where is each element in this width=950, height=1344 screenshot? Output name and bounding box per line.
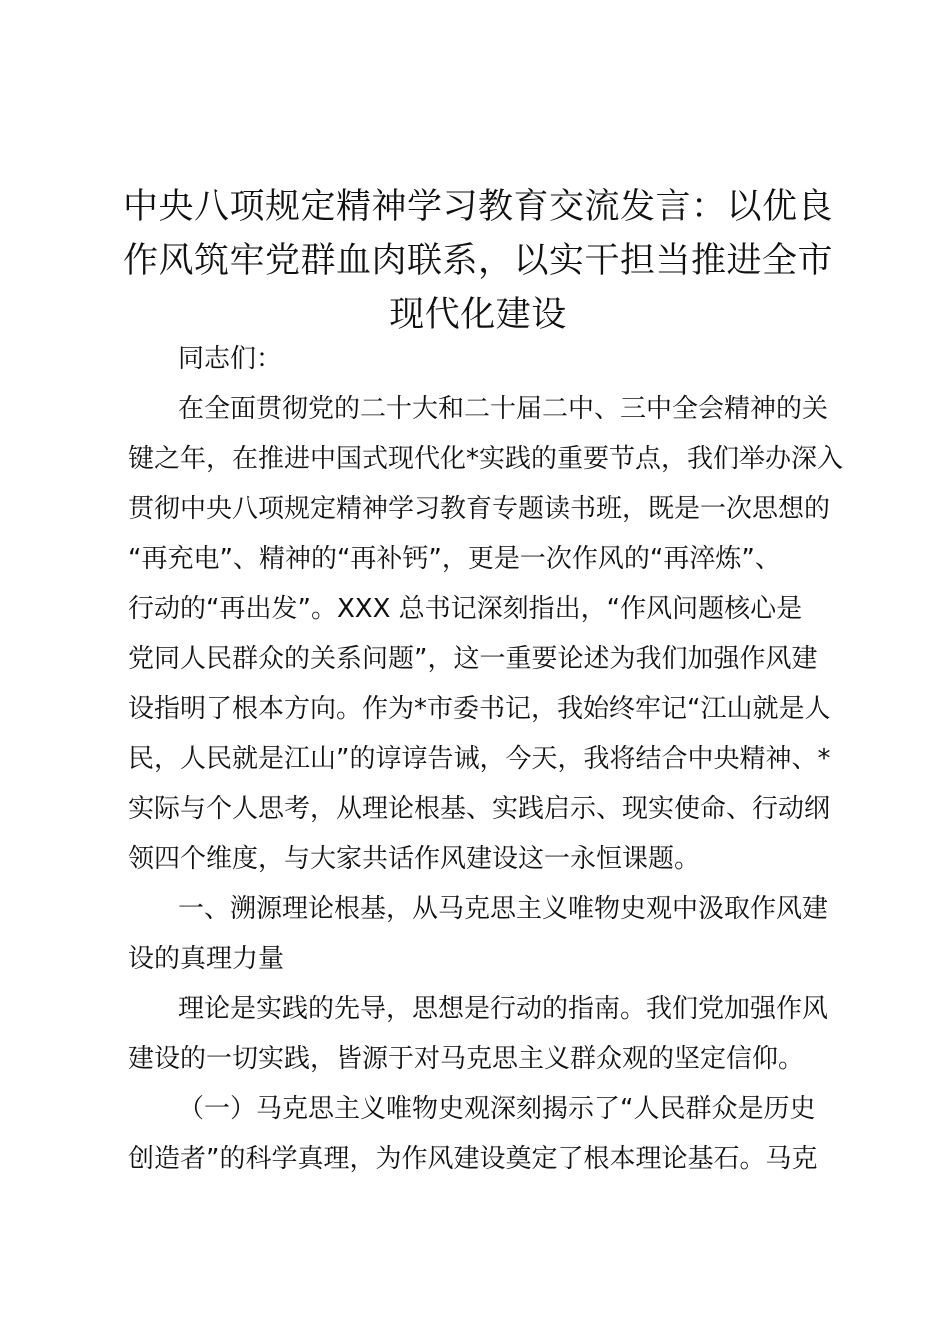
salutation: 同志们：: [178, 344, 283, 374]
paragraph-theory: [128, 984, 838, 1084]
title-line: 中央八项规定精神学习教育交流发言：以优良: [122, 187, 833, 227]
paragraph-line: （一）马克思主义唯物史观深刻揭示了“人民群众是历史: [178, 1094, 816, 1124]
paragraph-line: 实际与个人思考，从理论根基、实践启示、现实使命、行动纲: [128, 794, 831, 824]
paragraph-line: 设指明了根本方向。作为*市委书记，我始终牢记“江山就是人: [128, 694, 831, 724]
heading-line: 设的真理力量: [128, 944, 285, 974]
paragraph-line: “再充电”、精神的“再补钙”，更是一次作风的“再淬炼”、: [128, 544, 781, 574]
paragraph-line: 建设的一切实践，皆源于对马克思主义群众观的坚定信仰。: [128, 1044, 805, 1074]
paragraph-line: 党同人民群众的关系问题”，这一重要论述为我们加强作风建: [128, 644, 818, 674]
title-line: 作风筑牢党群血肉联系，以实干担当推进全市: [122, 241, 833, 281]
paragraph-line: 创造者”的科学真理，为作风建设奠定了根本理论基石。马克: [128, 1144, 818, 1174]
paragraph-line: 贯彻中央八项规定精神学习教育专题读书班，既是一次思想的: [128, 494, 831, 524]
paragraph-line: 行动的“再出发”。XXX 总书记深刻指出，“作风问题核心是: [128, 594, 803, 624]
paragraph-line: 在全面贯彻党的二十大和二十届二中、三中全会精神的关: [178, 394, 829, 424]
paragraph-line: 民，人民就是江山”的谆谆告诫，今天，我将结合中央精神、*: [128, 744, 831, 774]
heading-line: 一、溯源理论根基，从马克思主义唯物史观中汲取作风建: [178, 894, 829, 924]
paragraph-line: 键之年，在推进中国式现代化*实践的重要节点，我们举办深入: [128, 444, 844, 474]
document-title: [120, 180, 836, 342]
section-heading-1: [128, 884, 838, 984]
paragraph-subsection-1: [128, 1084, 838, 1184]
document-body: [128, 334, 844, 1184]
paragraph-line: 领四个维度，与大家共话作风建设这一永恒课题。: [128, 844, 701, 874]
paragraph-intro: [128, 384, 844, 884]
paragraph-line: 理论是实践的先导，思想是行动的指南。我们党加强作风: [178, 994, 829, 1024]
title-line: 现代化建设: [389, 295, 567, 335]
